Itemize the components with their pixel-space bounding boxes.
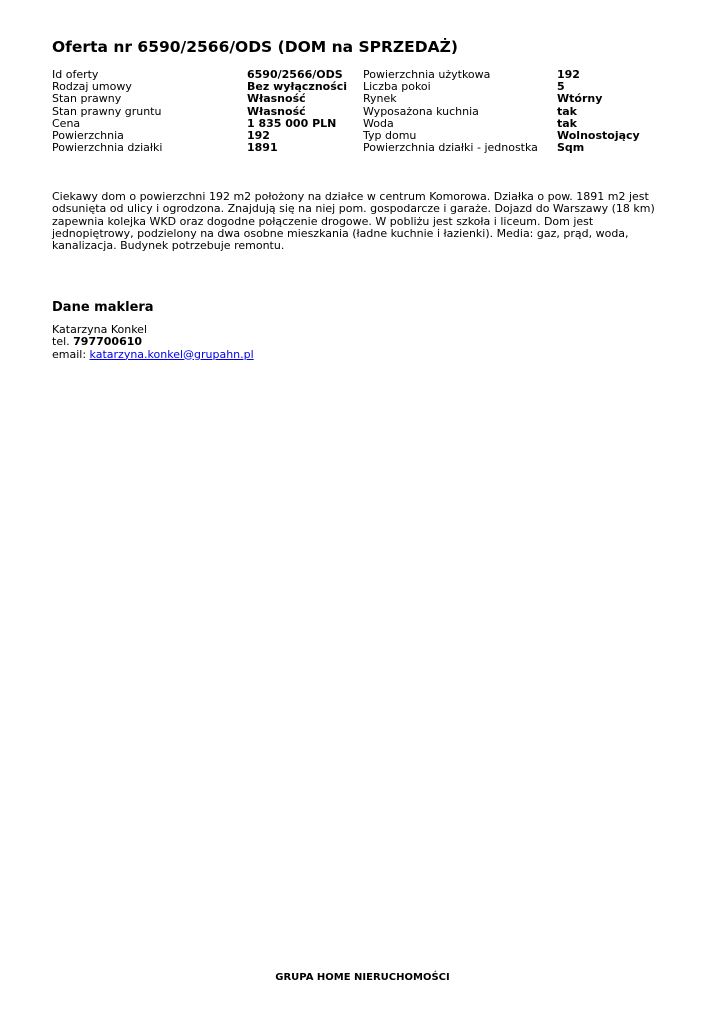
detail-value: tak <box>557 116 577 130</box>
detail-value: Sqm <box>557 141 585 155</box>
detail-label: Id oferty <box>52 68 99 81</box>
detail-label: Wyposażona kuchnia <box>363 104 479 118</box>
offer-description: Ciekawy dom o powierzchni 192 m2 położony na działce w centrum Komorowa. Działka o pow. 1891 m2 jest odsunięta od ulicy i ogrodzona. Znajdują się na niej pom. gospodarcze i garaże. Dojazd do Warszawy (18 km) zapewnia kolejka WKD oraz dogodne połączenie drogowe. W pobliżu jest szkoła i liceum. Dom jest jednopiętrowy, podzielony na dwa osobne mieszkania (ładne kuchnie i łazienki). Media: gaz, prąd, woda, kanalizacja. Budynek potrzebuje remontu. <box>52 190 655 253</box>
page-title: Oferta nr 6590/2566/ODS (DOM na SPRZEDAŻ) <box>52 38 458 56</box>
details-row <box>52 81 640 93</box>
detail-value: Wtórny <box>557 92 603 106</box>
detail-label: Cena <box>52 116 81 130</box>
details-row <box>52 118 640 130</box>
agent-name: Katarzyna Konkel <box>52 323 147 336</box>
detail-label: Rodzaj umowy <box>52 80 132 94</box>
agent-email-line <box>52 349 254 361</box>
detail-label: Powierzchnia użytkowa <box>363 68 491 81</box>
agent-heading: Dane maklera <box>52 300 154 315</box>
detail-label: Powierzchnia działki - jednostka <box>363 141 538 155</box>
email-label: email: <box>52 347 87 361</box>
details-row <box>52 142 640 154</box>
detail-value: 1 835 000 PLN <box>247 116 337 130</box>
footer-company-name: GRUPA HOME NIERUCHOMOŚCI <box>275 972 450 983</box>
detail-value: 192 <box>247 129 270 143</box>
details-row <box>52 93 640 105</box>
detail-value: 192 <box>557 68 580 81</box>
detail-value: Bez wyłączności <box>247 80 348 94</box>
offer-details-table <box>52 69 640 154</box>
detail-label: Typ domu <box>363 129 417 143</box>
detail-label: Powierzchnia <box>52 129 124 143</box>
agent-phone: 797700610 <box>73 335 143 349</box>
detail-label: Stan prawny <box>52 92 122 106</box>
detail-label: Stan prawny gruntu <box>52 104 162 118</box>
detail-value: 6590/2566/ODS <box>247 68 343 81</box>
detail-value: 1891 <box>247 141 278 155</box>
detail-value: Wolnostojący <box>557 129 640 143</box>
detail-value: Własność <box>247 92 306 106</box>
agent-email-link[interactable]: katarzyna.konkel@grupahn.pl <box>89 347 254 361</box>
detail-label: Powierzchnia działki <box>52 141 163 155</box>
detail-label: Liczba pokoi <box>363 80 431 94</box>
detail-value: tak <box>557 104 577 118</box>
detail-value: 5 <box>557 80 565 94</box>
detail-label: Woda <box>363 116 394 130</box>
detail-label: Rynek <box>363 92 397 106</box>
agent-contact <box>52 324 254 361</box>
detail-value: Własność <box>247 104 306 118</box>
phone-label: tel. <box>52 335 70 349</box>
details-row <box>52 106 640 118</box>
